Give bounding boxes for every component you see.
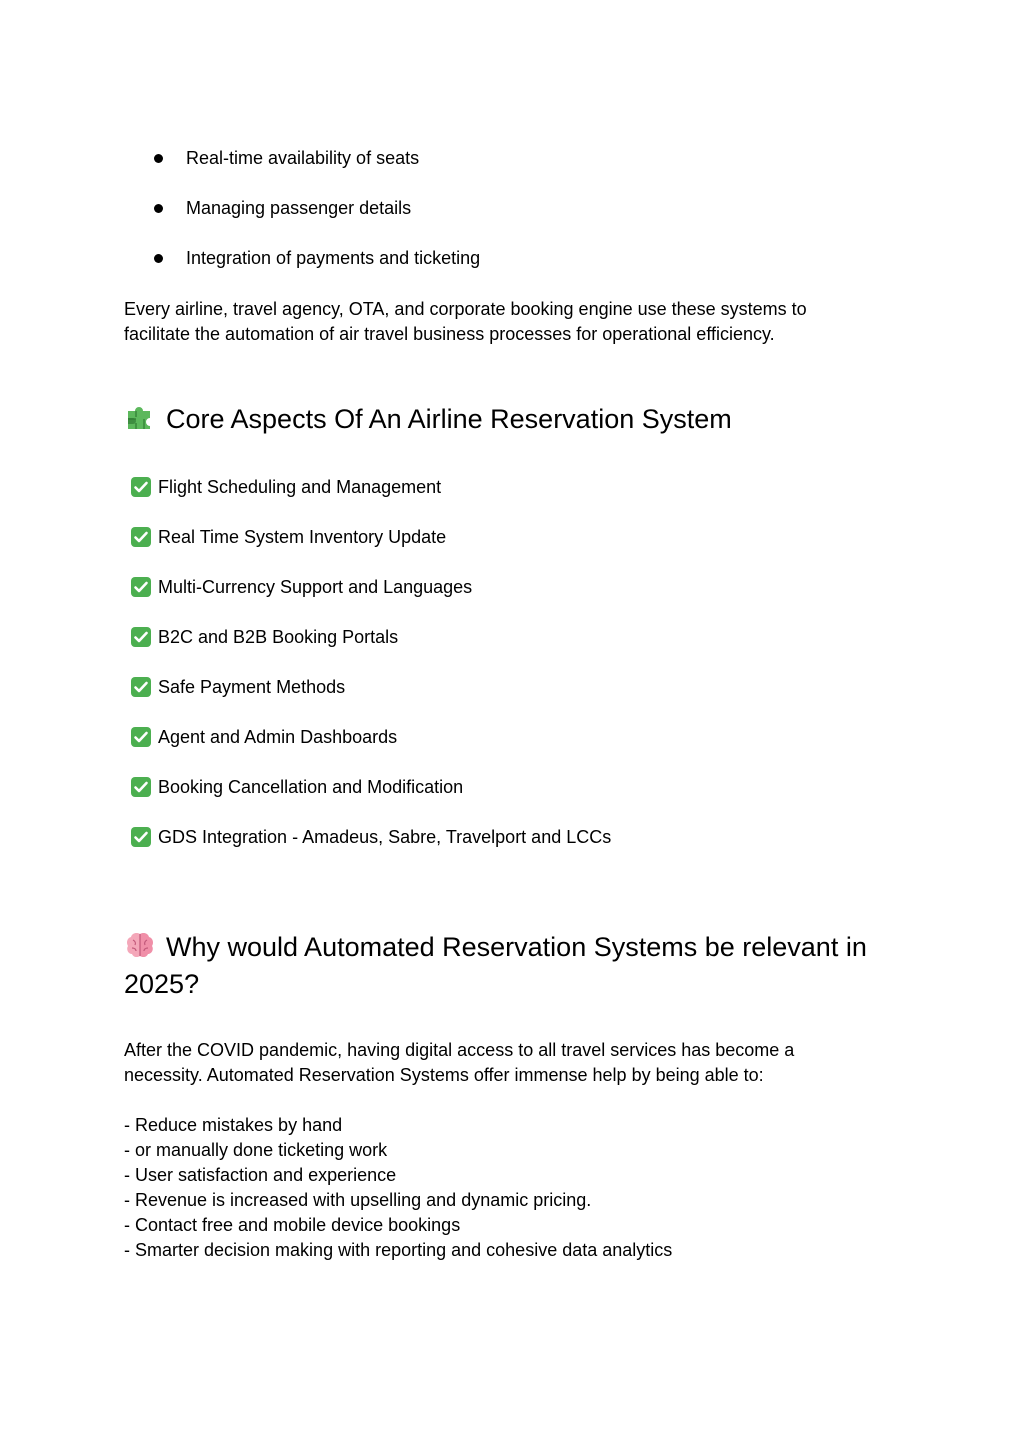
check-item-text: Safe Payment Methods — [158, 677, 346, 697]
check-mark-button-icon — [130, 526, 152, 548]
check-mark-button-icon — [130, 826, 152, 848]
why-heading-line: 2025? — [124, 969, 200, 999]
intro-paragraph — [124, 297, 884, 347]
bullet-dot-icon — [154, 204, 163, 213]
why-heading-text: Why would Automated Reservation Systems be relevant in — [166, 932, 867, 962]
intro-line: facilitate the automation of air travel business processes for operational efficiency. — [124, 324, 775, 344]
check-mark-button-icon — [130, 776, 152, 798]
check-item — [128, 525, 888, 550]
check-item-text: B2C and B2B Booking Portals — [158, 627, 399, 647]
check-item-text: Booking Cancellation and Modification — [158, 777, 464, 797]
check-item-text: Agent and Admin Dashboards — [158, 727, 398, 747]
why-paragraph-line: necessity. Automated Reservation Systems offer immense help by being able to: — [124, 1065, 764, 1085]
why-point: - Revenue is increased with upselling and dynamic pricing. — [124, 1190, 592, 1210]
check-item-text: Real Time System Inventory Update — [158, 527, 447, 547]
feature-bullet-list — [124, 146, 884, 296]
bullet-item — [124, 146, 884, 171]
core-aspects-heading — [124, 401, 914, 438]
check-item-text: GDS Integration - Amadeus, Sabre, Travelport and LCCs — [158, 827, 612, 847]
why-points-list — [124, 1113, 672, 1263]
check-item — [128, 575, 888, 600]
intro-line: Every airline, travel agency, OTA, and corporate booking engine use these systems to — [124, 299, 807, 319]
why-point: - Contact free and mobile device bookings — [124, 1215, 461, 1235]
check-mark-button-icon — [130, 476, 152, 498]
bullet-text: Real-time availability of seats — [186, 148, 420, 168]
bullet-dot-icon — [154, 154, 163, 163]
why-point: - Smarter decision making with reporting and cohesive data analytics — [124, 1240, 673, 1260]
check-item — [128, 625, 888, 650]
why-point: - User satisfaction and experience — [124, 1165, 397, 1185]
check-item-text: Multi-Currency Support and Languages — [158, 577, 473, 597]
why-point: - Reduce mistakes by hand — [124, 1115, 343, 1135]
bullet-text: Integration of payments and ticketing — [186, 248, 481, 268]
bullet-text: Managing passenger details — [186, 198, 412, 218]
check-item — [128, 475, 888, 500]
bullet-dot-icon — [154, 254, 163, 263]
why-paragraph-line: After the COVID pandemic, having digital access to all travel services has become a — [124, 1040, 795, 1060]
core-aspects-title: Core Aspects Of An Airline Reservation System — [166, 404, 732, 434]
puzzle-icon — [124, 401, 156, 433]
check-mark-button-icon — [130, 576, 152, 598]
check-item-text: Flight Scheduling and Management — [158, 477, 442, 497]
check-item — [128, 775, 888, 800]
check-mark-button-icon — [130, 726, 152, 748]
why-heading-line — [124, 929, 914, 966]
bullet-item — [124, 246, 884, 271]
why-paragraph — [124, 1038, 884, 1088]
why-point: - or manually done ticketing work — [124, 1140, 388, 1160]
why-relevant-heading — [124, 929, 914, 1003]
check-mark-button-icon — [130, 626, 152, 648]
check-item — [128, 825, 888, 850]
brain-icon — [124, 929, 156, 961]
check-mark-button-icon — [130, 676, 152, 698]
check-item — [128, 675, 888, 700]
bullet-item — [124, 196, 884, 221]
check-item — [128, 725, 888, 750]
core-aspects-list — [128, 475, 888, 875]
